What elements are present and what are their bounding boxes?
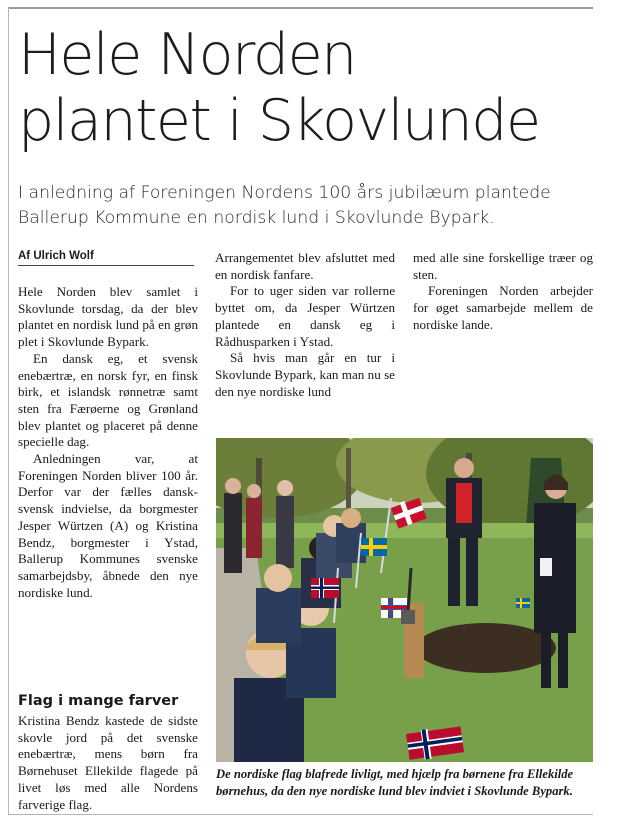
article-column-3: [413, 250, 593, 334]
photo-caption: De nordiske flag blafrede livligt, med hjælp fra børnene fra Ellekilde børnehus, da den nye nordiske lund blev indviet i Skovlunde Bypark.: [216, 767, 574, 798]
paragraph: Kristina Bendz kastede de sidste skovle jord på det svenske enebærtræ, mens børn fra Børnehuset Ellekilde flagede på livet løs med alle Nordens farverige flag.: [18, 713, 198, 812]
headline-line-2: plantet i Skovlunde: [18, 88, 540, 154]
article-photo: [216, 438, 593, 762]
paragraph: med alle sine forskellige træer og sten.: [413, 250, 593, 282]
article-lead: I anledning af Foreningen Nordens 100 års jubilæum plantede Ballerup Kommune en nordisk lund i Skovlunde Bypark.: [18, 183, 551, 228]
top-rule: [8, 7, 593, 9]
headline-line-1: Hele Norden: [18, 22, 356, 88]
article-headline: [18, 22, 588, 154]
paragraph: Så hvis man går en tur i Skovlunde Bypark, kan man nu se den nye nordiske lund: [215, 350, 395, 399]
article-column-2: [215, 250, 395, 400]
paragraph: Arrangementet blev afsluttet med en nordisk fanfare.: [215, 250, 395, 282]
article-column-1-continued: [18, 713, 198, 813]
photo-illustration: [216, 438, 593, 762]
article-column-1: [18, 284, 198, 601]
paragraph: Hele Norden blev samlet i Skovlunde torsdag, da der blev plantet en nordisk lund på en grøn plet i Skovlunde Bypark.: [18, 284, 198, 350]
paragraph: En dansk eg, et svensk enebærtræ, en norsk fyr, en finsk birk, et islandsk rønnetræ samt sten fra Færøerne og Grønland blev plantet og placeret på denne specielle dag.: [18, 350, 198, 450]
bottom-rule: [8, 814, 593, 815]
paragraph: Anledningen var, at Foreningen Norden bliver 100 år. Derfor var der fælles dansk-svensk indvielse, da borgmester Jesper Würtzen (A) og Kristina Bendz, borgmester i Ystad, Ballerup Kommunes svenske samarbejdsby, åbnede den nye nordiske lund.: [18, 451, 198, 600]
paragraph: Foreningen Norden arbejder for øget samarbejde mellem de nordiske lande.: [413, 283, 593, 332]
paragraph: For to uger siden var rollerne byttet om, da Jesper Würtzen plantede en dansk eg i Rådhusparken i Ystad.: [215, 283, 395, 349]
article-byline: Af Ulrich Wolf: [18, 250, 194, 266]
left-rule: [8, 7, 9, 815]
article-subheading: Flag i mange farver: [18, 693, 179, 709]
